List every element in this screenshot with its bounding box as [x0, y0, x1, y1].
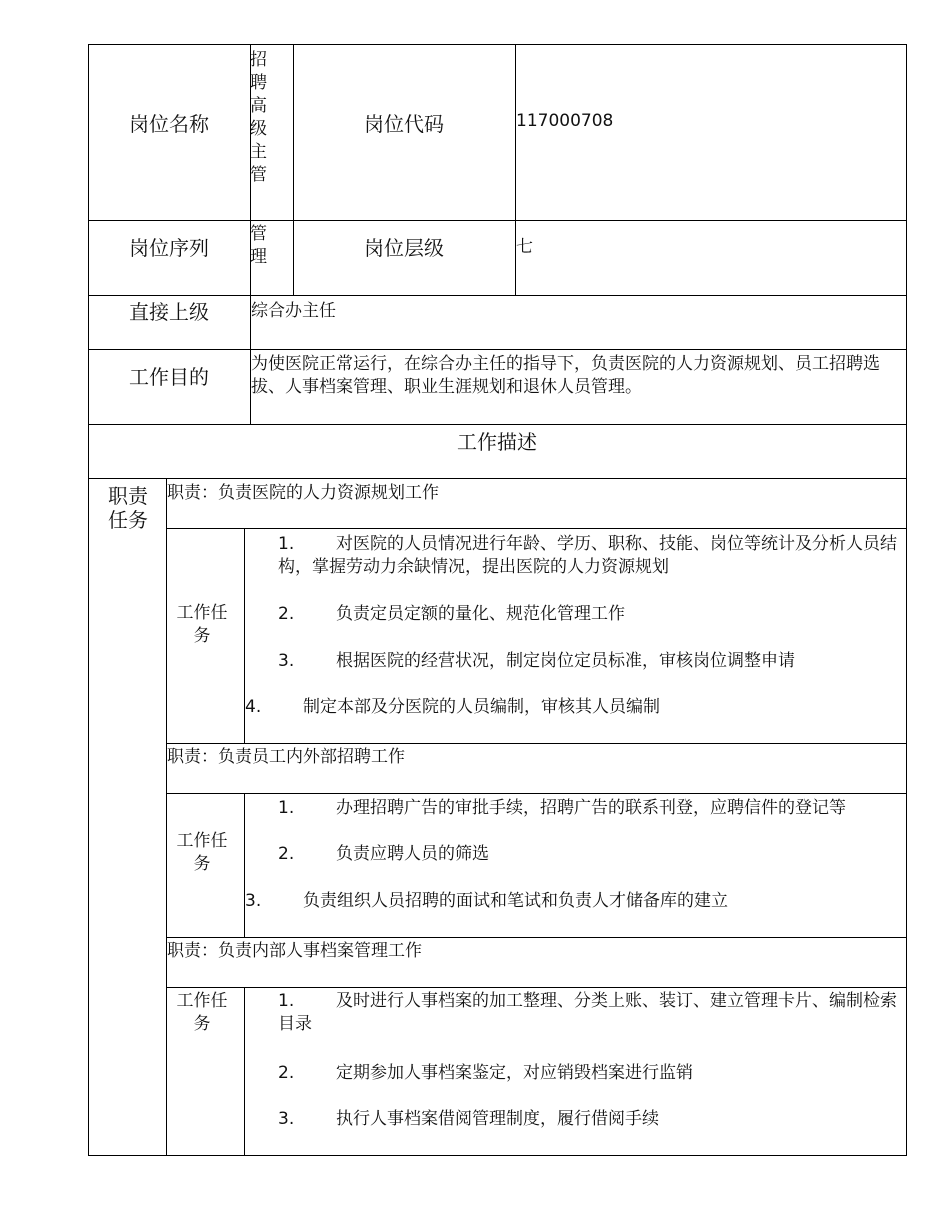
task-text: 根据医院的经营状况，制定岗位定员标准，审核岗位调整申请: [336, 651, 795, 671]
task-text: 办理招聘广告的审批手续，招聘广告的联系刊登，应聘信件的登记等: [336, 798, 846, 818]
post-name-label: 岗位名称: [129, 112, 209, 136]
task-item: [245, 696, 900, 719]
superior-value: 综合办主任: [251, 301, 336, 321]
purpose-label: 工作目的: [129, 365, 209, 389]
task-item: [278, 1108, 900, 1131]
task-text: 负责组织人员招聘的面试和笔试和负责人才储备库的建立: [303, 891, 728, 911]
task-number: 2.: [278, 844, 295, 864]
task-label: 工作任务: [176, 991, 228, 1034]
post-level-value: 七: [516, 237, 533, 257]
task-number: 2.: [278, 1063, 295, 1083]
superior-label: 直接上级: [129, 300, 209, 324]
task-item: [278, 650, 900, 673]
task-number: 2.: [278, 604, 295, 624]
post-code-label: 岗位代码: [364, 112, 444, 136]
post-sequence-value: 管理: [250, 224, 267, 267]
task-label: 工作任务: [176, 603, 228, 646]
task-item: [278, 990, 900, 1036]
task-text: 负责应聘人员的筛选: [336, 844, 489, 864]
task-text: 执行人事档案借阅管理制度，履行借阅手续: [336, 1109, 659, 1129]
task-number: 3.: [278, 651, 295, 671]
task-item: [278, 797, 900, 820]
task-number: 1.: [278, 798, 295, 818]
description-title: 工作描述: [457, 430, 537, 454]
task-text: 制定本部及分医院的人员编制，审核其人员编制: [303, 697, 660, 717]
task-item: [278, 603, 900, 626]
purpose-value: 为使医院正常运行，在综合办主任的指导下，负责医院的人力资源规划、员工招聘选拔、人事档案管理、职业生涯规划和退休人员管理。: [251, 354, 880, 397]
duty-title: 职责：负责内部人事档案管理工作: [167, 941, 422, 961]
task-text: 对医院的人员情况进行年龄、学历、职称、技能、岗位等统计及分析人员结构，掌握劳动力余缺情况，提出医院的人力资源规划: [278, 534, 897, 577]
post-sequence-label: 岗位序列: [129, 236, 209, 260]
duty-title: 职责：负责员工内外部招聘工作: [167, 747, 405, 767]
post-name-value: 招聘高级主管: [250, 50, 267, 185]
task-item: [245, 890, 900, 913]
task-text: 负责定员定额的量化、规范化管理工作: [336, 604, 625, 624]
task-number: 1.: [278, 534, 295, 554]
task-text: 及时进行人事档案的加工整理、分类上账、装订、建立管理卡片、编制检索目录: [278, 991, 897, 1034]
task-number: 3.: [278, 1109, 295, 1129]
duty-title: 职责：负责医院的人力资源规划工作: [167, 483, 439, 503]
task-item: [278, 533, 900, 579]
duties-label: 职责任务: [108, 484, 148, 532]
post-level-label: 岗位层级: [364, 236, 444, 260]
task-number: 3.: [245, 891, 262, 911]
task-text: 定期参加人事档案鉴定，对应销毁档案进行监销: [336, 1063, 693, 1083]
task-number: 4.: [245, 697, 262, 717]
task-number: 1.: [278, 991, 295, 1011]
task-item: [278, 1062, 900, 1085]
task-label: 工作任务: [176, 831, 228, 874]
task-item: [278, 843, 900, 866]
post-code-value: 117000708: [516, 111, 614, 131]
